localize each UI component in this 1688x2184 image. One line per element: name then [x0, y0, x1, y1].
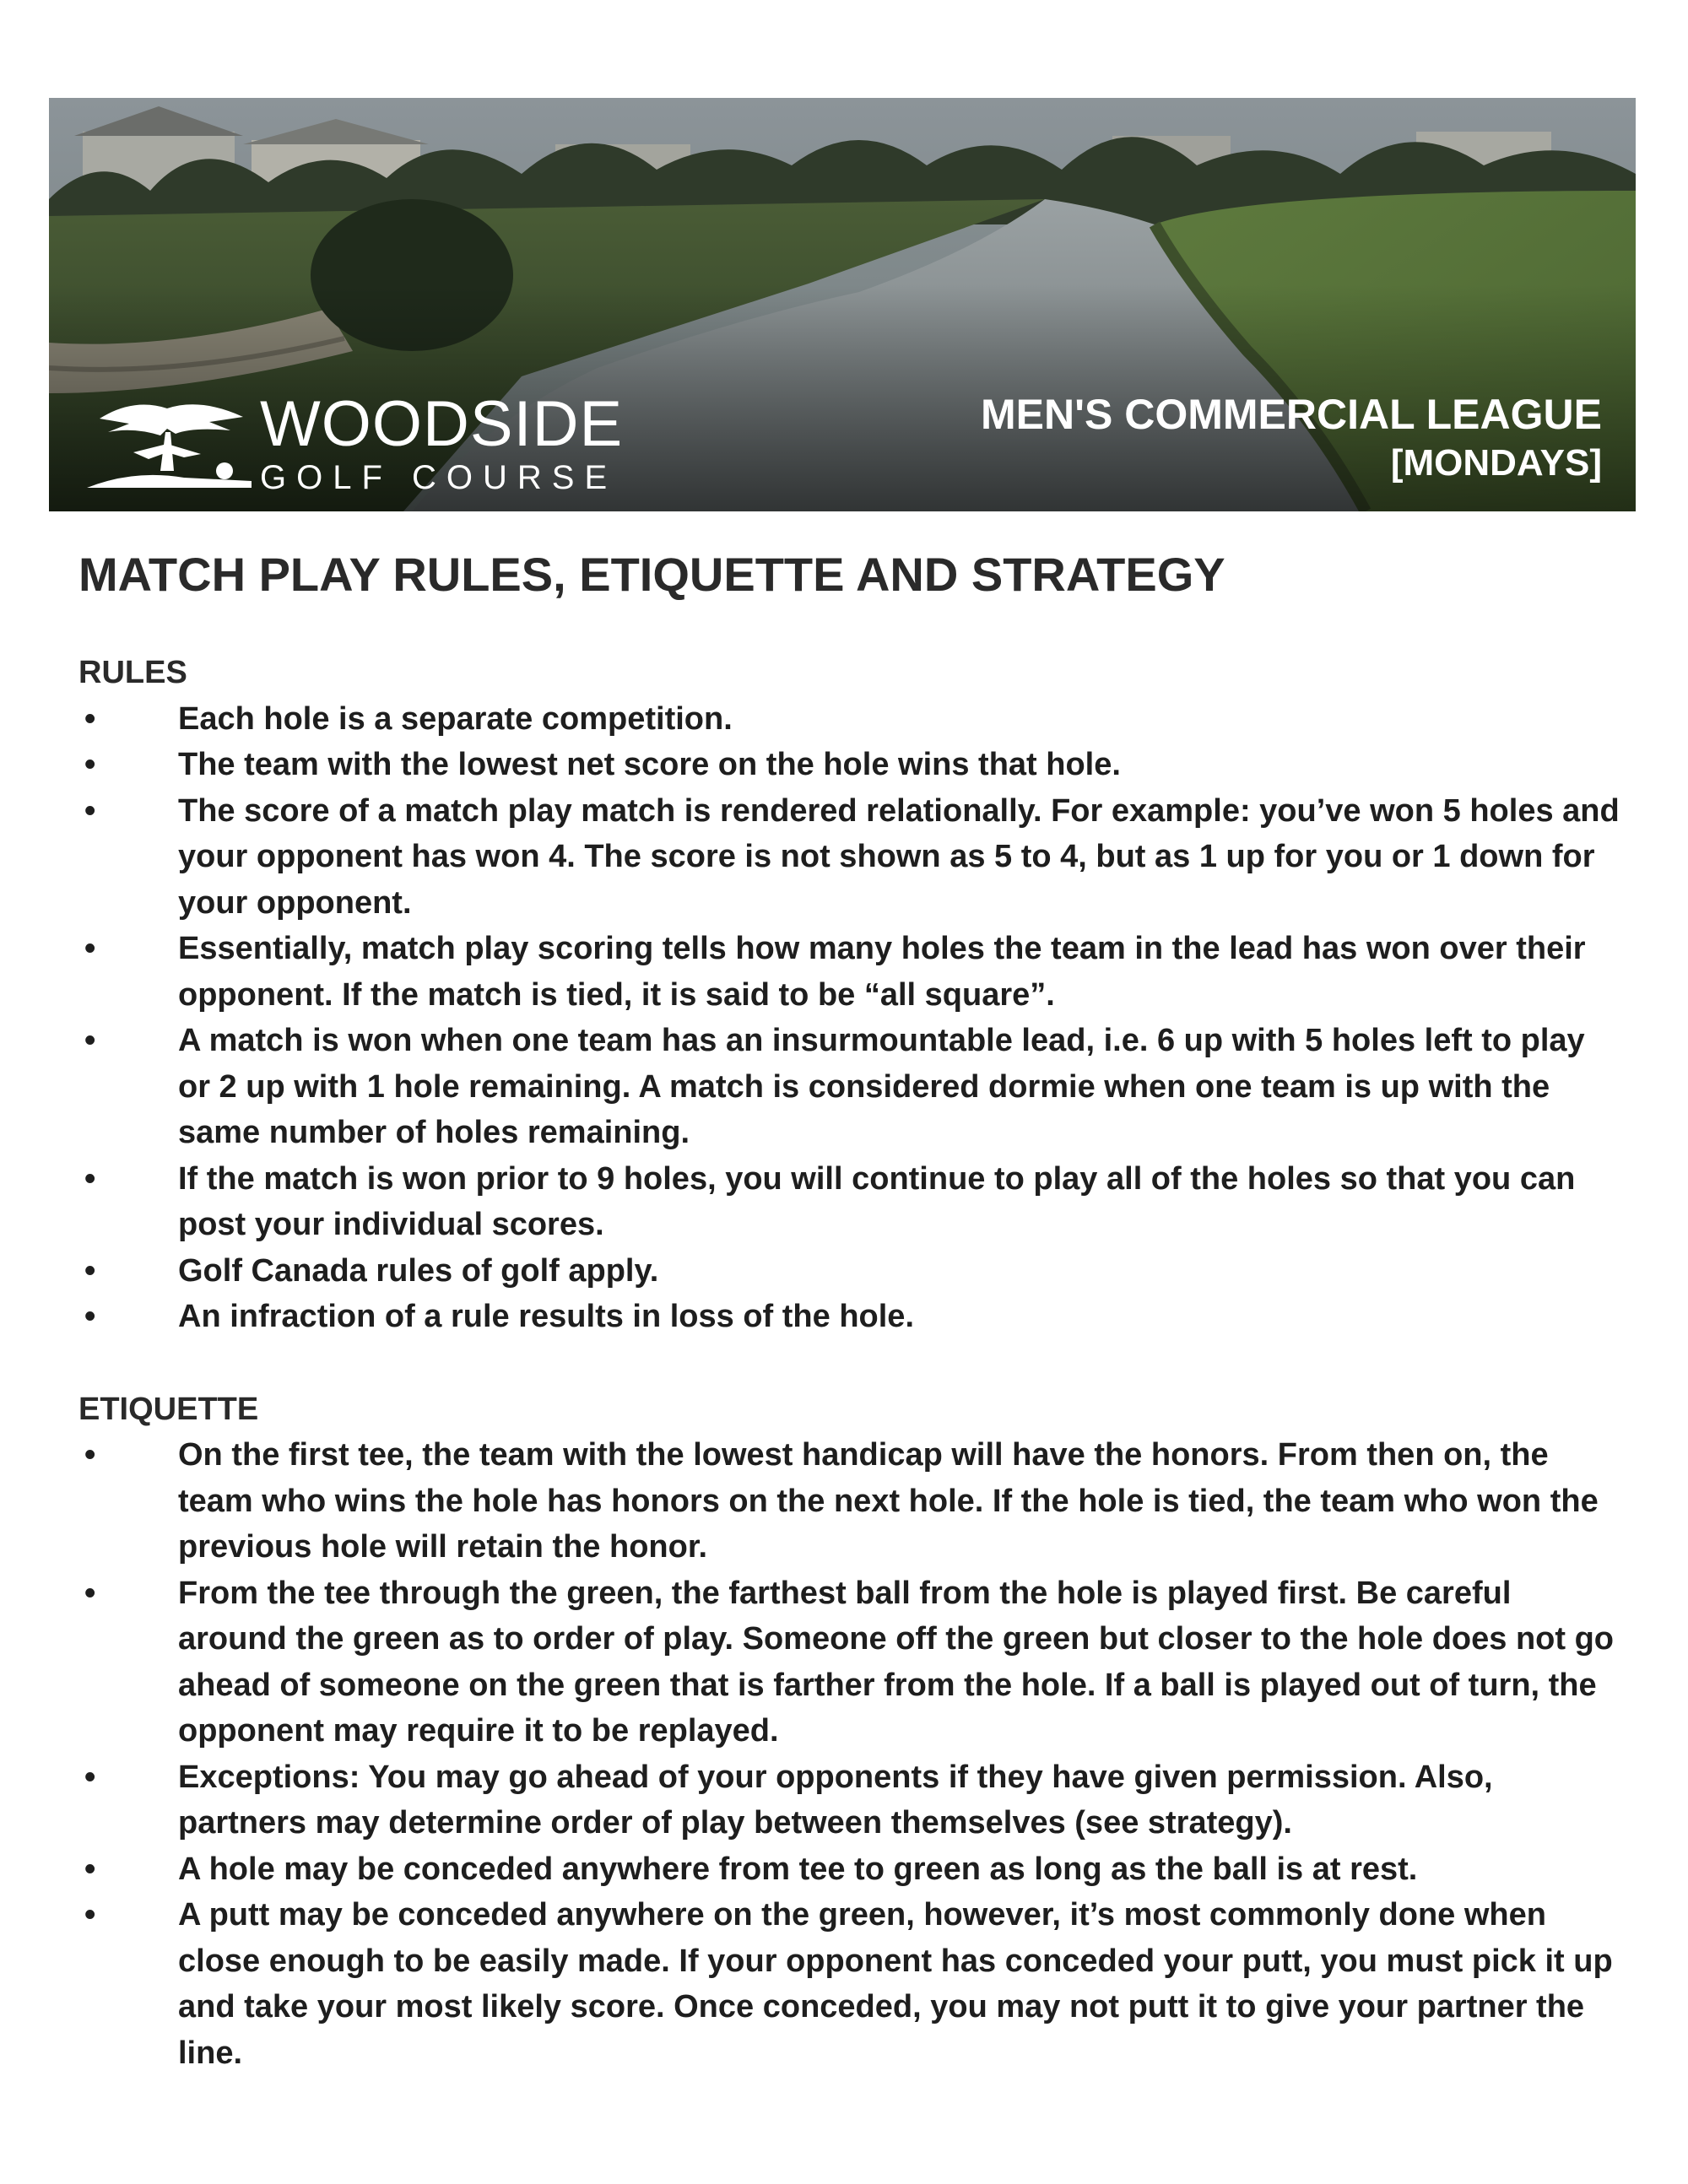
list-item: [78, 788, 1623, 927]
league-day: [MONDAYS]: [1390, 442, 1602, 484]
list-item-text: Essentially, match play scoring tells how many holes the team in the lead has won over their opponent. If the match is tied, it is said to be “all square”.: [178, 931, 1586, 1013]
list-item-text: An infraction of a rule results in loss of the hole.: [178, 1299, 914, 1334]
bullet-icon: •: [84, 1023, 96, 1058]
rules-list: [78, 696, 1623, 1340]
logo-name: WOODSIDE: [260, 388, 624, 460]
etiquette-section: [78, 1387, 1623, 2077]
list-item-text: Each hole is a separate competition.: [178, 700, 733, 737]
list-item-text: From the tee through the green, the farthest ball from the hole is played first. Be careful around the green as to order of play. Someone off the green but closer to the hole does not go ahead of someone on the green that is farther from the hole. If a ball is played out of turn, the opponent may require it to be replayed.: [178, 1575, 1615, 1749]
list-item: [78, 1018, 1623, 1156]
list-item-text: Exceptions: You may go ahead of your opponents if they have given permission. Also, partners may determine order of play between themselves (see strategy).: [178, 1759, 1493, 1841]
list-item-text: The team with the lowest net score on the hole wins that hole.: [178, 747, 1121, 782]
header-banner: [49, 98, 1636, 511]
page-title: MATCH PLAY RULES, ETIQUETTE AND STRATEGY: [78, 548, 1225, 601]
list-item: [78, 926, 1623, 1018]
list-item-text: Golf Canada rules of golf apply.: [178, 1252, 659, 1289]
bullet-icon: •: [84, 747, 96, 782]
woodside-logo: [83, 385, 623, 503]
list-item-text: A match is won when one team has an insurmountable lead, i.e. 6 up with 5 holes left to play or 2 up with 1 hole remaining. A match is considered dormie when one team is up with the same number of holes remaining.: [178, 1023, 1585, 1150]
bullet-icon: •: [84, 792, 96, 829]
list-item: [78, 1754, 1623, 1846]
bullet-icon: •: [84, 1252, 96, 1289]
list-item-text: A hole may be conceded anywhere from tee to green as long as the ball is at rest.: [178, 1851, 1418, 1887]
bullet-icon: •: [84, 1160, 96, 1197]
logo-subtitle: GOLF COURSE: [260, 459, 618, 496]
bullet-icon: •: [84, 1759, 96, 1795]
list-item: [78, 1892, 1623, 2076]
bullet-icon: •: [84, 700, 96, 737]
rules-section: [78, 650, 1623, 1340]
bullet-icon: •: [84, 1437, 96, 1473]
etiquette-list: [78, 1432, 1623, 2076]
league-title: MEN'S COMMERCIAL LEAGUE: [981, 391, 1602, 438]
list-item: [78, 1846, 1623, 1893]
list-item: [78, 742, 1623, 788]
list-item: [78, 1570, 1623, 1754]
section-spacer: [78, 1340, 1623, 1387]
list-item-text: On the first tee, the team with the lowest handicap will have the honors. From then on, the team who wins the hole has honors on the next hole. If the hole is tied, the team who won the previous hole will retain the honor.: [178, 1437, 1599, 1565]
league-label: [981, 389, 1602, 487]
list-item: [78, 1248, 1623, 1295]
list-item: [78, 1294, 1623, 1340]
bullet-icon: •: [84, 1897, 96, 1933]
bullet-icon: •: [84, 1299, 96, 1334]
section-heading-etiquette: ETIQUETTE: [78, 1391, 259, 1427]
list-item-text: A putt may be conceded anywhere on the green, however, it’s most commonly done when close enough to be easily made. If your opponent has conceded your putt, you must pick it up and take your most likely score. Once conceded, you may not putt it to give your partner the line.: [178, 1897, 1613, 2071]
bullet-icon: •: [84, 1851, 96, 1887]
tree-logo-icon: [83, 393, 252, 495]
document-body: [78, 650, 1623, 2076]
list-item-text: The score of a match play match is rendered relationally. For example: you’ve won 5 holes and your opponent has won 4. The score is not shown as 5 to 4, but as 1 up for you or 1 down for your opponent.: [178, 792, 1620, 921]
bullet-icon: •: [84, 931, 96, 966]
list-item-text: If the match is won prior to 9 holes, you will continue to play all of the holes so that you can post your individual scores.: [178, 1160, 1576, 1242]
section-heading-rules: RULES: [78, 655, 187, 690]
list-item: [78, 696, 1623, 743]
list-item: [78, 1432, 1623, 1570]
bullet-icon: •: [84, 1575, 96, 1611]
list-item: [78, 1156, 1623, 1248]
